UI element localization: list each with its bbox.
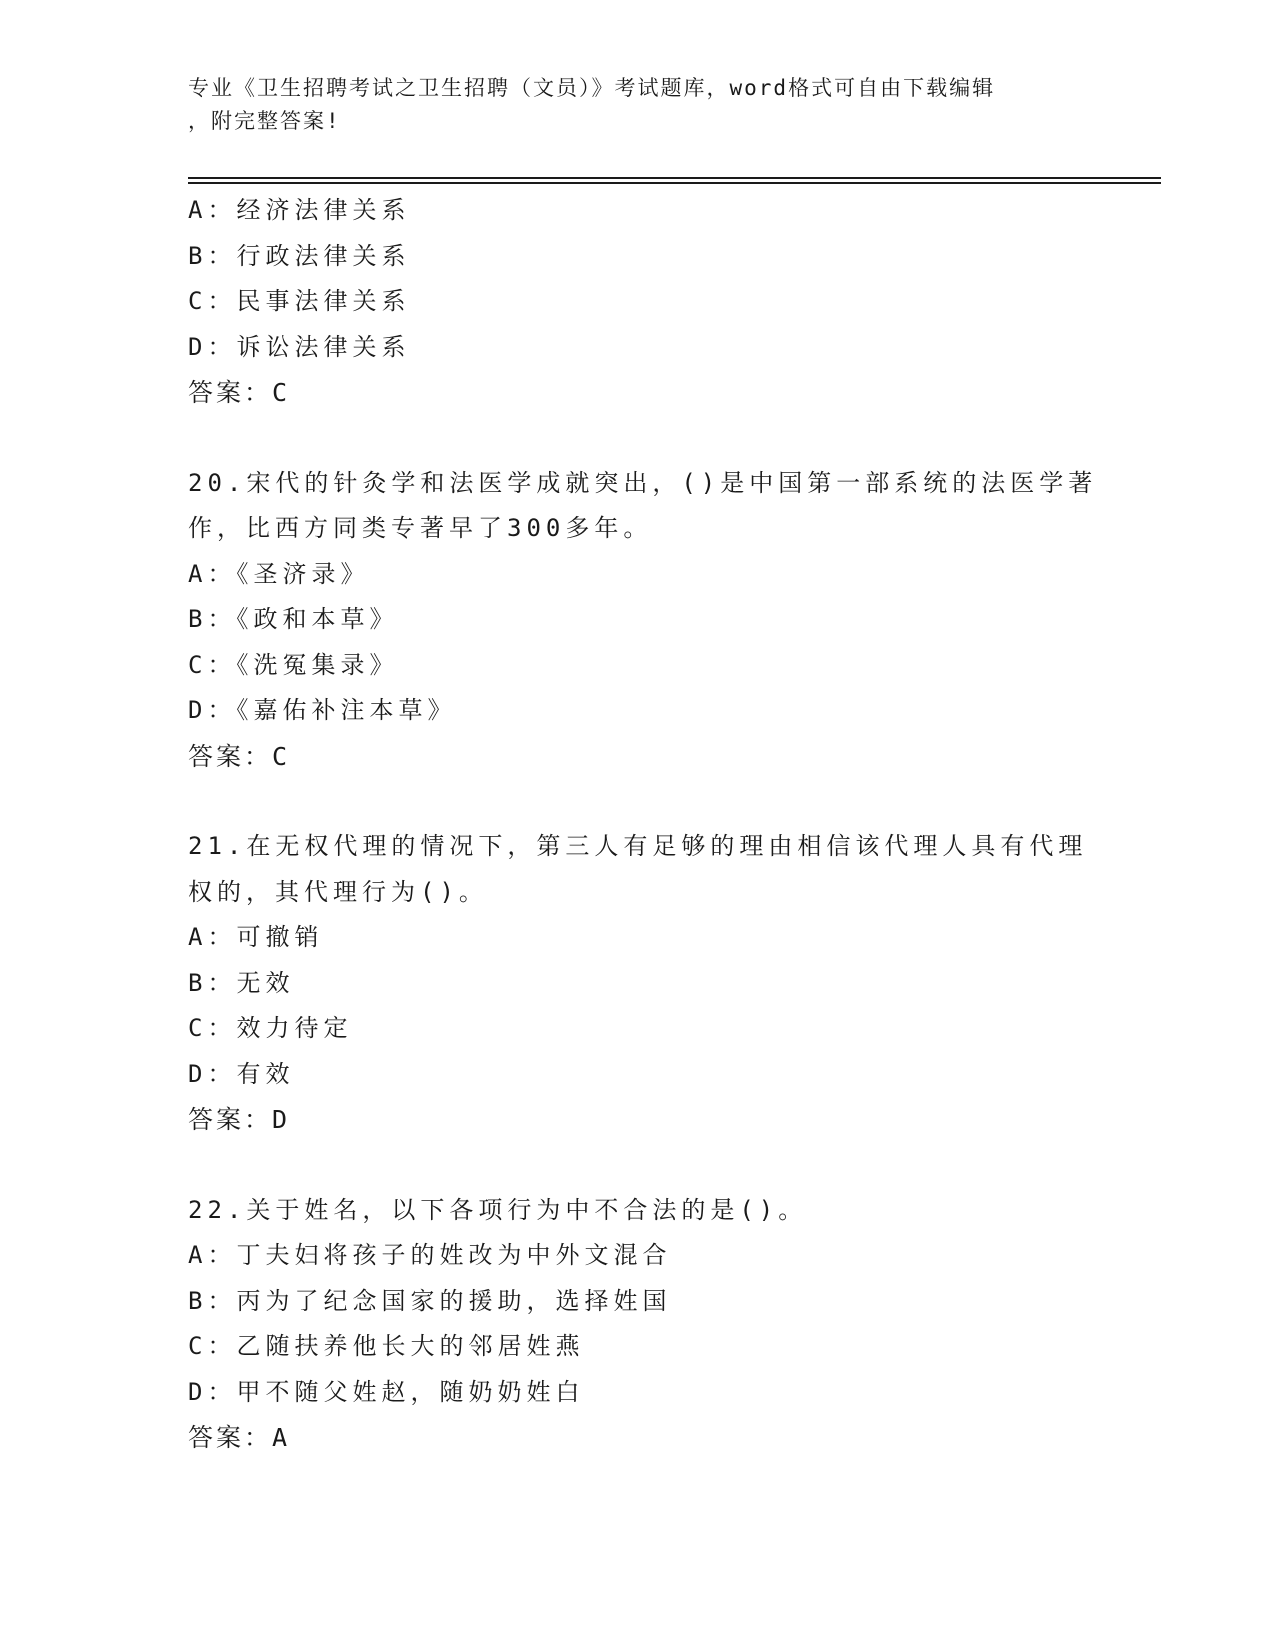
answer-label: 答案：A xyxy=(188,1423,291,1452)
question-stem-line: 22.关于姓名，以下各项行为中不合法的是()。 xyxy=(188,1195,808,1224)
document-header xyxy=(188,72,1088,138)
answer-label: 答案：D xyxy=(188,1105,291,1134)
answer-label: 答案：C xyxy=(188,741,291,771)
question-block-22 xyxy=(188,1188,1088,1461)
option-d: D：《嘉佑补注本草》 xyxy=(188,696,457,724)
question-stem-line: 20.宋代的针灸学和法医学成就突出，()是中国第一部系统的法医学著 xyxy=(188,468,1098,497)
header-line-1: 专业《卫生招聘考试之卫生招聘（文员）》考试题库，word格式可自由下载编辑 xyxy=(188,76,996,100)
question-stem-line: 权的，其代理行为()。 xyxy=(188,877,488,906)
option-a: A：《圣济录》 xyxy=(188,559,370,588)
option-a: A：可撤销 xyxy=(188,923,324,951)
option-d: D：有效 xyxy=(188,1059,295,1088)
option-d: D：甲不随父姓赵，随奶奶姓白 xyxy=(188,1377,585,1406)
option-b: B：丙为了纪念国家的援助，选择姓国 xyxy=(188,1286,672,1315)
question-stem-line: 21.在无权代理的情况下，第三人有足够的理由相信该代理人具有代理 xyxy=(188,832,1088,860)
question-list xyxy=(188,188,1098,1461)
option-c: C：效力待定 xyxy=(188,1014,353,1042)
option-b: B：行政法律关系 xyxy=(188,241,411,270)
option-a: A：丁夫妇将孩子的姓改为中外文混合 xyxy=(188,1241,672,1269)
option-b: B：无效 xyxy=(188,968,295,997)
header-divider-bottom xyxy=(188,182,1161,184)
option-a: A：经济法律关系 xyxy=(188,196,411,224)
option-d: D：诉讼法律关系 xyxy=(188,332,411,361)
option-b: B：《政和本草》 xyxy=(188,605,399,633)
question-block-21 xyxy=(188,824,1088,1143)
answer-label: 答案：C xyxy=(188,378,291,407)
option-c: C：乙随扶养他长大的邻居姓燕 xyxy=(188,1332,585,1360)
header-divider-top xyxy=(188,177,1161,179)
header-line-2: ，附完整答案! xyxy=(188,109,341,133)
option-c: C：民事法律关系 xyxy=(188,287,411,315)
option-c: C：《洗冤集录》 xyxy=(188,650,399,679)
question-block-19 xyxy=(188,188,1088,416)
question-block-20 xyxy=(188,461,1098,780)
question-stem-line: 作，比西方同类专著早了300多年。 xyxy=(188,514,653,542)
